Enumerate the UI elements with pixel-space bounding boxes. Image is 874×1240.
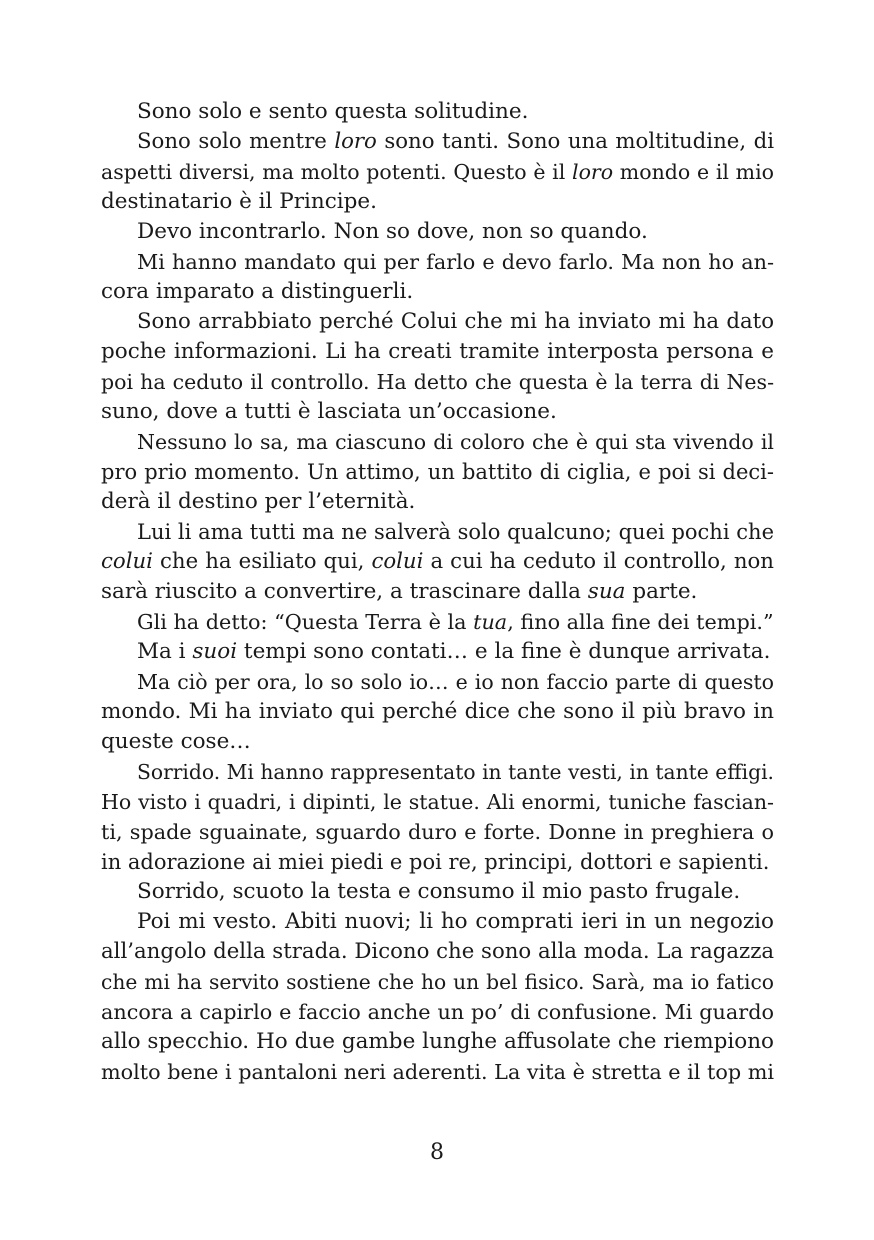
text-line	[101, 247, 774, 277]
text-line	[101, 187, 774, 217]
text-segment: Sorrido, scuoto la testa e consumo il mio pasto frugale.	[137, 879, 741, 904]
italic-word: tua	[473, 610, 508, 634]
text-line	[101, 847, 774, 877]
text-segment: Sono solo mentre	[137, 129, 335, 154]
text-line	[101, 367, 774, 397]
text-segment: , fino alla fine dei tempi.”	[507, 610, 774, 634]
text-line	[101, 427, 774, 457]
text-segment: cora imparato a distinguerli.	[101, 279, 414, 304]
text-segment: Ma ciò per ora, lo so solo io… e io non faccio parte di questo	[137, 670, 774, 694]
text-line	[101, 397, 774, 427]
italic-word: loro	[572, 160, 614, 184]
text-line	[101, 1027, 774, 1057]
italic-word: sua	[587, 579, 626, 604]
italic-word: colui	[371, 549, 424, 574]
text-line	[101, 757, 774, 787]
text-line	[101, 337, 774, 367]
text-line	[101, 727, 774, 757]
text-line	[101, 1057, 774, 1087]
text-line	[101, 127, 774, 157]
text-line	[101, 787, 774, 817]
text-segment: a cui ha ceduto il controllo, non	[423, 549, 774, 574]
italic-word: suoi	[192, 639, 238, 664]
text-segment: Devo incontrarlo. Non so dove, non so quando.	[137, 219, 648, 244]
text-line	[101, 517, 774, 547]
text-segment: ancora a capirlo e faccio anche un po’ di confusione. Mi guardo	[101, 1000, 774, 1024]
text-line	[101, 637, 774, 667]
text-segment: pro prio momento. Un attimo, un battito di ciglia, e poi si deci-	[101, 460, 774, 484]
text-segment: Poi mi vesto. Abiti nuovi; li ho comprati ieri in un negozio	[137, 909, 774, 934]
text-line	[101, 937, 774, 967]
text-line	[101, 607, 774, 637]
italic-word: loro	[334, 129, 377, 154]
text-segment: ti, spade sguainate, sguardo duro e forte. Donne in preghiera o	[101, 820, 774, 844]
text-line	[101, 97, 774, 127]
text-segment: Sono arrabbiato perché Colui che mi ha inviato mi ha dato	[137, 309, 774, 334]
text-segment: queste cose…	[101, 729, 251, 754]
text-segment: derà il destino per l’eternità.	[101, 489, 416, 514]
text-line	[101, 307, 774, 337]
text-segment: mondo e il mio	[613, 160, 774, 184]
text-segment: parte.	[625, 579, 698, 604]
text-segment: tempi sono contati… e la fine è dunque arrivata.	[237, 639, 771, 664]
text-segment: Sorrido. Mi hanno rappresentato in tante vesti, in tante effigi.	[137, 760, 774, 784]
text-segment: mondo. Mi ha inviato qui perché dice che sono il più bravo in	[101, 699, 774, 724]
text-segment: Ma i	[137, 639, 193, 664]
page-number: 8	[430, 1140, 444, 1165]
text-segment: che ha esiliato qui,	[152, 549, 372, 574]
text-segment: in adorazione ai miei piedi e poi re, principi, dottori e sapienti.	[101, 850, 770, 874]
text-line	[101, 157, 774, 187]
text-line	[101, 667, 774, 697]
text-segment: molto bene i pantaloni neri aderenti. La vita è stretta e il top mi	[101, 1060, 775, 1084]
text-segment: Gli ha detto: “Questa Terra è la	[137, 610, 474, 634]
text-line	[101, 457, 774, 487]
text-line	[101, 907, 774, 937]
text-segment: sono tanti. Sono una moltitudine, di	[376, 129, 774, 154]
text-line	[101, 217, 774, 247]
text-line	[101, 967, 774, 997]
text-segment: Lui li ama tutti ma ne salverà solo qualcuno; quei pochi che	[137, 520, 774, 544]
text-line	[101, 877, 774, 907]
text-segment: Ho visto i quadri, i dipinti, le statue. Ali enormi, tuniche fascian-	[101, 790, 774, 814]
text-line	[101, 817, 774, 847]
text-segment: poi ha ceduto il controllo. Ha detto che questa è la terra di Nes-	[101, 370, 774, 394]
text-line	[101, 697, 774, 727]
text-segment: suno, dove a tutti è lasciata un’occasione.	[101, 399, 557, 424]
text-segment: aspetti diversi, ma molto potenti. Questo è il	[101, 160, 573, 184]
text-segment: poche informazioni. Li ha creati tramite interposta persona e	[101, 339, 774, 364]
text-line	[101, 997, 774, 1027]
text-segment: allo specchio. Ho due gambe lunghe affusolate che riempiono	[101, 1029, 774, 1054]
text-line	[101, 547, 774, 577]
body-text	[101, 97, 774, 1087]
text-segment: Nessuno lo sa, ma ciascuno di coloro che è qui sta vivendo il	[137, 430, 774, 454]
text-segment: Mi hanno mandato qui per farlo e devo farlo. Ma non ho an-	[137, 250, 774, 274]
text-line	[101, 487, 774, 517]
text-segment: Sono solo e sento questa solitudine.	[137, 99, 529, 124]
text-line	[101, 277, 774, 307]
text-segment: destinatario è il Principe.	[101, 189, 377, 214]
text-segment: che mi ha servito sostiene che ho un bel fisico. Sarà, ma io fatico	[101, 970, 774, 994]
italic-word: colui	[101, 549, 153, 574]
text-line	[101, 577, 774, 607]
text-segment: sarà riuscito a convertire, a trascinare dalla	[101, 579, 588, 604]
text-segment: all’angolo della strada. Dicono che sono alla moda. La ragazza	[101, 939, 775, 964]
